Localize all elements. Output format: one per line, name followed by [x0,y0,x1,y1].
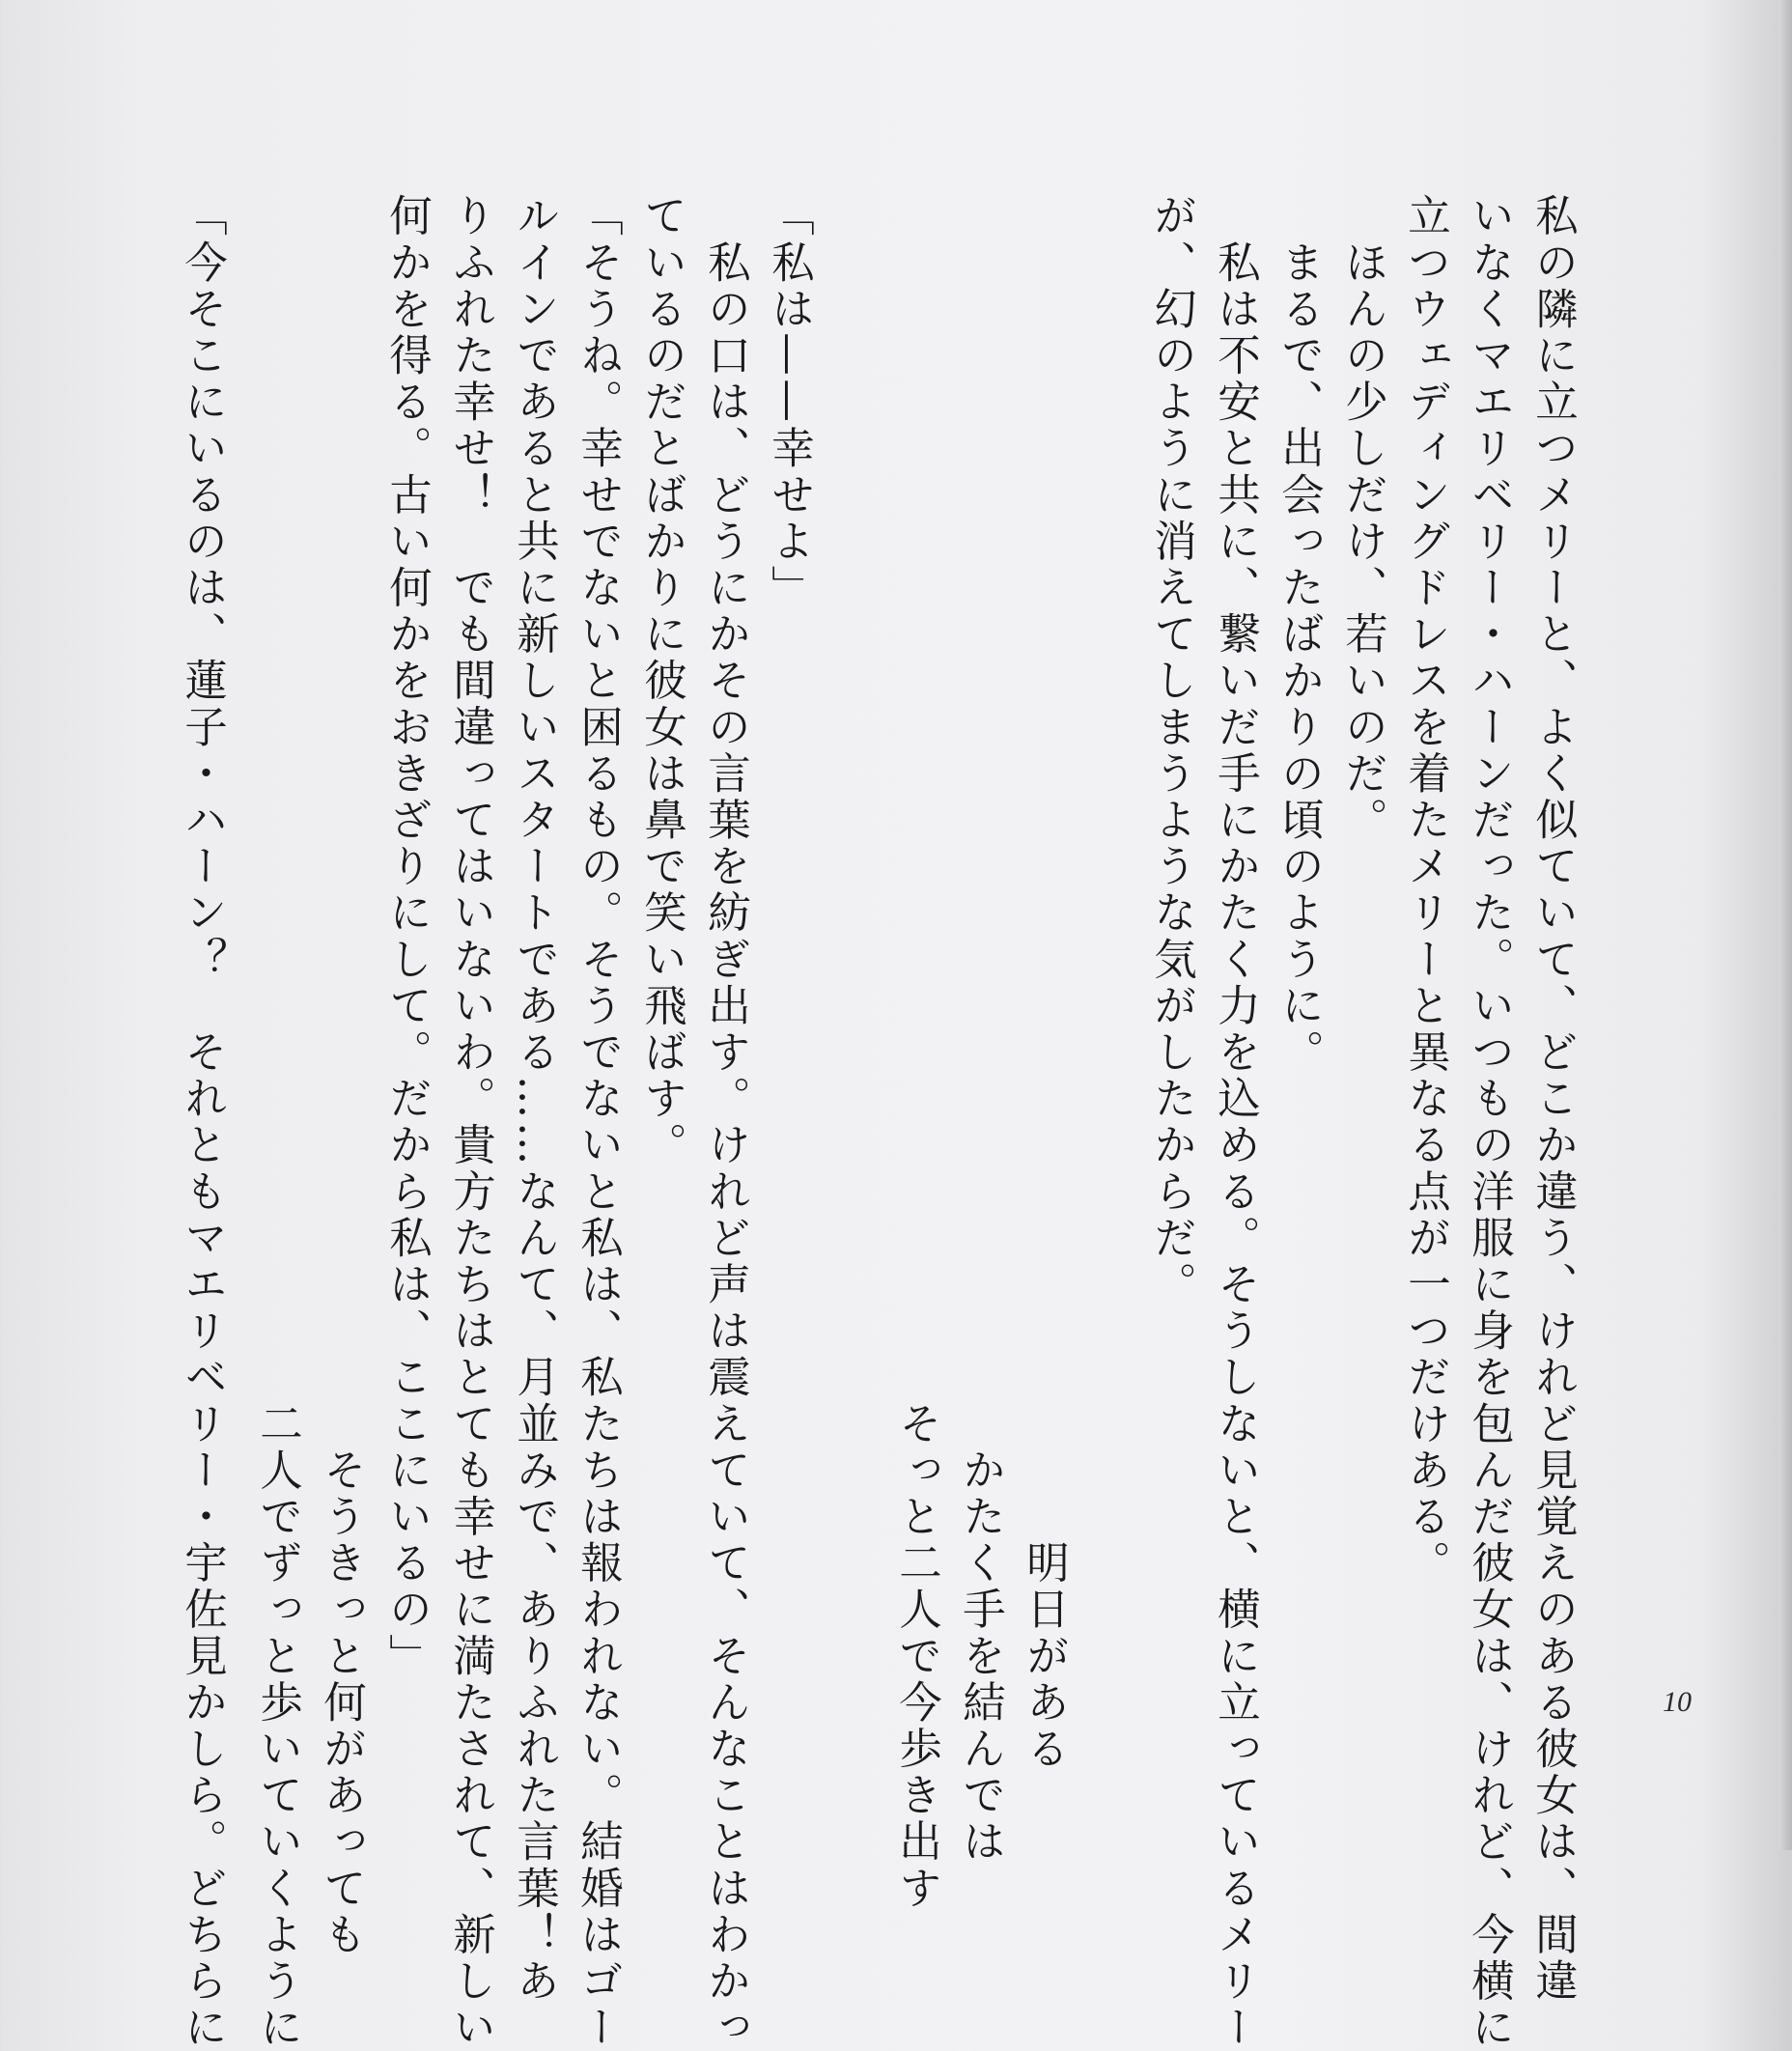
dialogue-line: 「今そこにいるのは、蓮子・ハーン？ それともマエリベリー・宇佐見かしら。どちらに [177,193,227,2051]
text-column: ているのだとばかりに彼女は鼻で笑い飛ばす。 [636,193,686,1169]
text-column: まるで、出会ったばかりの頃のように。 [1274,193,1324,1076]
dialogue-line: 「私は——幸せよ」 [764,193,814,611]
dialogue-line: 「そうね。幸せでないと困るもの。そうでないと私は、私たちは報われない。結婚はゴー [573,193,623,2051]
page-number: 10 [1663,1686,1692,1718]
text-column: 私は不安と共に、繋いだ手にかたく力を込める。そうしないと、横に立っているメリー [1210,193,1260,2051]
lyric-line: 明日がある [1019,193,1069,1773]
lyric-line: かたく手を結んでは [955,193,1005,1866]
lyric-line: そっと二人で今歩き出す [891,193,941,1912]
lyric-line: そうきっと何があっても [316,193,366,1958]
dialogue-line: ルインであると共に新しいスタートである……なんて、月並みで、ありふれた言葉！あ [509,193,559,2005]
text-column: 私の口は、どうにかその言葉を紡ぎ出す。けれど声は震えていて、そんなことはわかっ [700,193,750,2051]
text-column: ほんの少しだけ、若いのだ。 [1337,193,1387,844]
text-column: 私の隣に立つメリーと、よく似ていて、どこか違う、けれど見覚えのある彼女は、間違 [1527,193,1578,2005]
lyric-line: 二人でずっと歩いていくように [252,193,302,2051]
dialogue-line: りふれた幸せ！ でも間違ってはいないわ。貴方たちはとても幸せに満たされて、新しい [445,193,495,2051]
text-column: が、幻のように消えてしまうような気がしたからだ。 [1146,193,1196,1308]
text-column: 立つウェディングドレスを着たメリーと異なる点が一つだけある。 [1400,193,1450,1587]
dialogue-line: 何かを得る。古い何かをおきざりにして。だから私は、ここにいるの」 [381,193,432,1680]
page-edge [1778,0,1792,1850]
text-column: いなくマエリベリー・ハーンだった。いつもの洋服に身を包んだ彼女は、けれど、今横に [1464,193,1514,2051]
